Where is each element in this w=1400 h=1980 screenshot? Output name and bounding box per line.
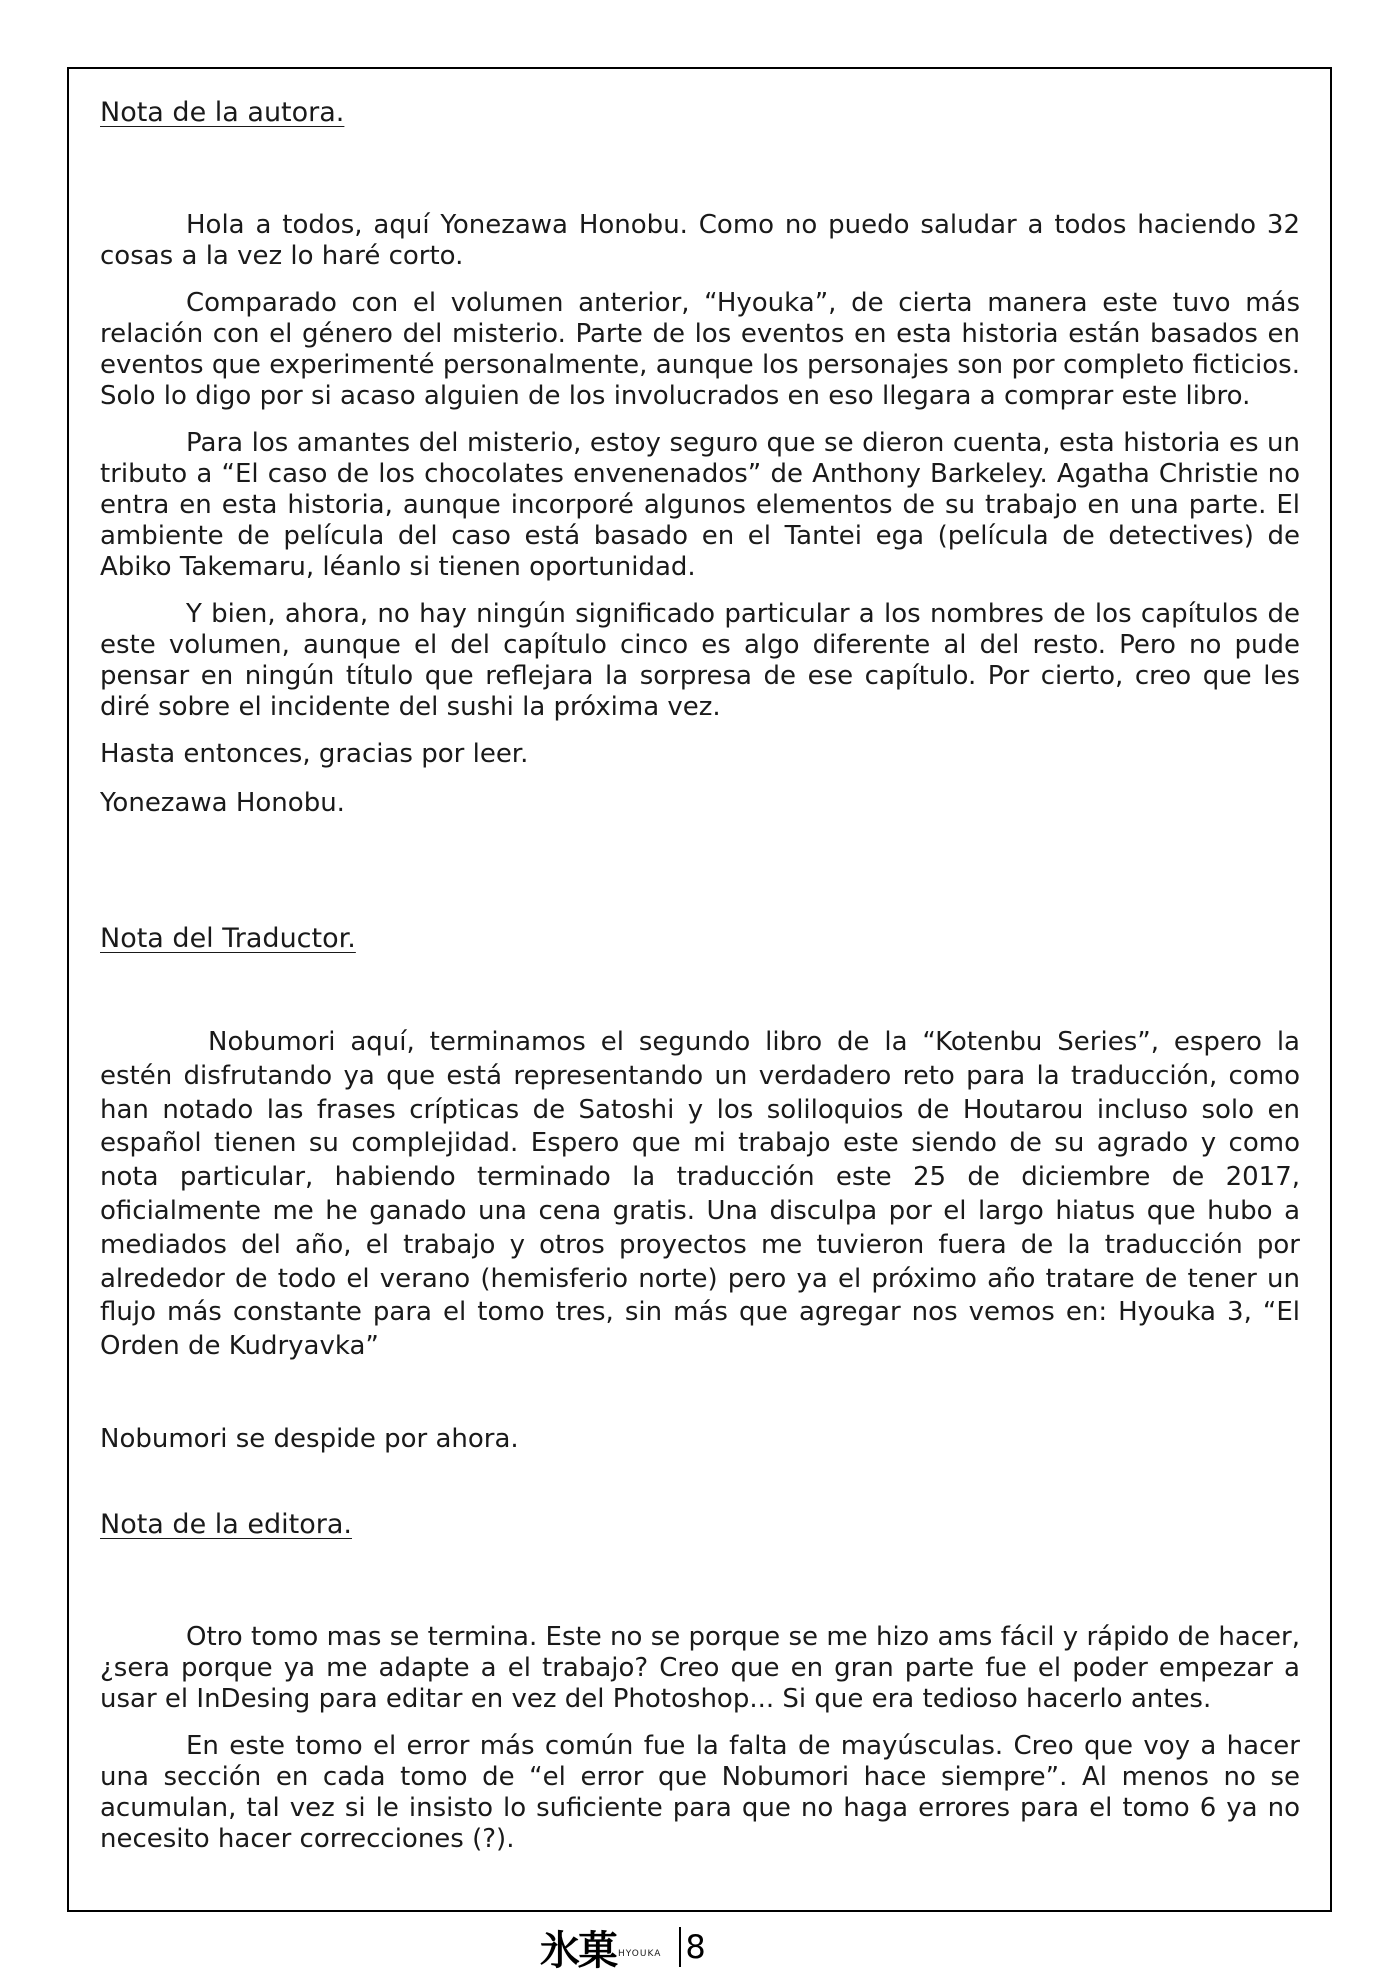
editor-note-heading: Nota de la editora.	[100, 1509, 352, 1540]
author-paragraph: Y bien, ahora, no hay ningún significado particular a los nombres de los capítulos de este volumen, aunque el del capítulo cinco es algo diferente al del resto. Pero no pude pensar en ningún título que reflejara la sorpresa de ese capítulo. Por cierto, creo que les diré sobre el incidente del sushi la próxima vez.	[100, 599, 1300, 723]
author-closing: Hasta entonces, gracias por leer.	[100, 739, 529, 770]
translator-note-section	[100, 921, 1300, 1473]
author-signature: Yonezawa Honobu.	[100, 788, 345, 819]
editor-paragraph: Otro tomo mas se termina. Este no se porque se me hizo ams fácil y rápido de hacer, ¿sera porque ya me adapte a el trabajo? Creo que en gran parte fue el poder empezar a usar el InDesing para editar en vez del Photoshop... Si que era tedioso hacerlo antes.	[100, 1622, 1300, 1715]
translator-note-heading: Nota del Traductor.	[100, 923, 356, 954]
author-paragraph: Hola a todos, aquí Yonezawa Honobu. Como no puedo saludar a todos haciendo 32 cosas a la vez lo haré corto.	[100, 210, 1300, 272]
translator-signoff: Nobumori se despide por ahora.	[100, 1424, 519, 1455]
page-number: 8	[685, 1928, 706, 1966]
footer-divider	[679, 1927, 681, 1967]
hyouka-logo-roman: HYOUKA	[618, 1949, 662, 1959]
author-note-section	[100, 95, 1300, 837]
hyouka-logo: 氷菓	[540, 1926, 616, 1974]
author-note-heading: Nota de la autora.	[100, 97, 345, 128]
translator-paragraph: Nobumori aquí, terminamos el segundo libro de la “Kotenbu Series”, espero la estén disfrutando ya que está representando un verdadero reto para la traducción, como han notado las frases crípticas de Satoshi y los soliloquios de Houtarou incluso solo en español tienen su complejidad. Espero que mi trabajo este siendo de su agrado y como nota particular, habiendo terminado la traducción este 25 de diciembre de 2017, oficialmente me he ganado una cena gratis. Una disculpa por el largo hiatus que hubo a mediados del año, el trabajo y otros proyectos me tuvieron fuera de la traducción por alrededor de todo el verano (hemisferio norte) pero ya el próximo año tratare de tener un flujo más constante para el tomo tres, sin más que agregar nos vemos en: Hyouka 3, “El Orden de Kudryavka”	[100, 1027, 1300, 1362]
author-paragraph: Para los amantes del misterio, estoy seguro que se dieron cuenta, esta historia es un tributo a “El caso de los chocolates envenenados” de Anthony Barkeley. Agatha Christie no entra en esta historia, aunque incorporé algunos elementos de su trabajo en una parte. El ambiente de película del caso está basado en el Tantei ega (película de detectives) de Abiko Takemaru, léanlo si tienen oportunidad.	[100, 428, 1300, 583]
editor-note-section	[100, 1507, 1300, 1871]
page-footer	[540, 1922, 706, 1972]
editor-paragraph: En este tomo el error más común fue la falta de mayúsculas. Creo que voy a hacer una sección en cada tomo de “el error que Nobumori hace siempre”. Al menos no se acumulan, tal vez si le insisto lo suficiente para que no haga errores para el tomo 6 ya no necesito hacer correcciones (?).	[100, 1731, 1300, 1855]
author-paragraph: Comparado con el volumen anterior, “Hyouka”, de cierta manera este tuvo más relación con el género del misterio. Parte de los eventos en esta historia están basados en eventos que experimenté personalmente, aunque los personajes son por completo ficticios. Solo lo digo por si acaso alguien de los involucrados en eso llegara a comprar este libro.	[100, 288, 1300, 412]
